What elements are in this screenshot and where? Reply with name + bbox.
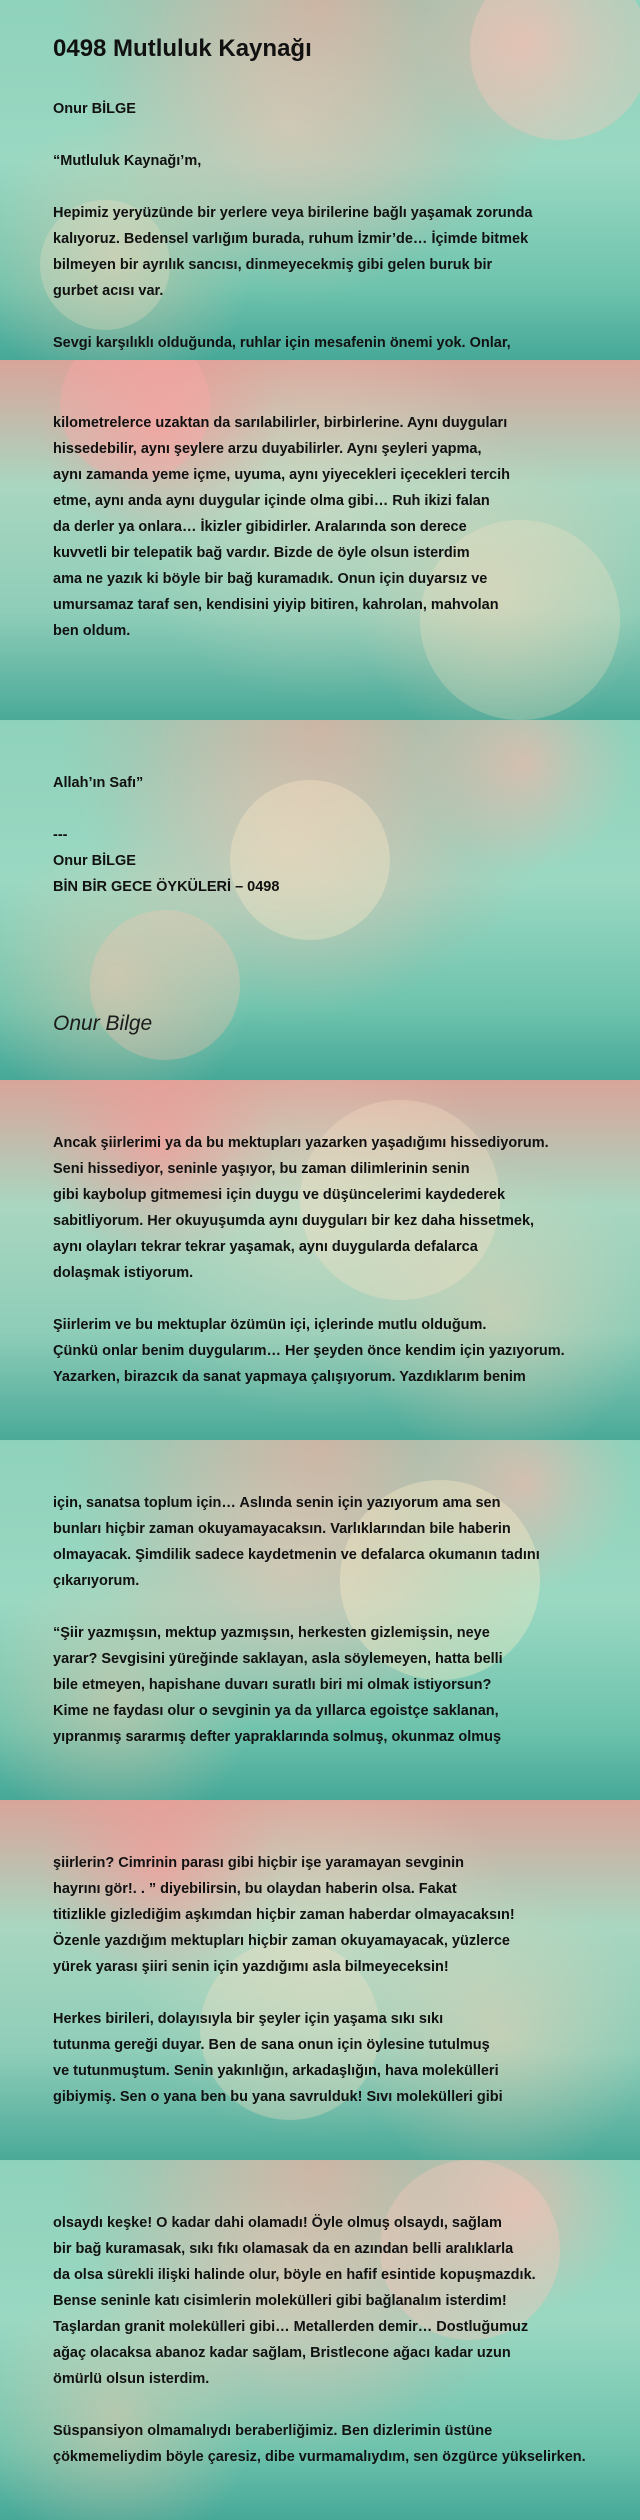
panel-text: Allah’ın Safı” --- Onur BİLGE BİN BİR GECE ÖYKÜLERİ – 0498 (53, 775, 280, 895)
panel-1-content (53, 8, 640, 360)
image-panel-7 (0, 2160, 640, 2520)
panel-text: Ancak şiirlerimi ya da bu mektupları yazarken yaşadığımı hissediyorum. Seni hissediyor, seninle yaşıyor, bu zaman dilimlerinin senin gibi kaybolup gitmemesi için duygu ve düşüncelerimi kaydederek sabitliyorum. Her okuyuşumda aynı duyguları bir kez daha hissetmek, aynı olayları tekrar tekrar yaşamak, aynı duygularda defalarca dolaşmak istiyorum. Şiirlerim ve bu mektuplar özümün içi, içlerinde mutlu olduğum. Çünkü onlar benim duygularım… Her şeyden önce kendim için yazıyorum. Yazarken, birazcık da sanat yapmaya çalışıyorum. Yazdıklarım benim (53, 1135, 565, 1385)
image-panel-4 (0, 1080, 640, 1440)
image-panel-3 (0, 720, 640, 1080)
author-signature: Onur Bilge (53, 1012, 153, 1035)
panel-text: kilometrelerce uzaktan da sarılabilirler, birbirlerine. Aynı duyguları hissedebilir, aynı şeylere arzu duyabilirler. Aynı şeyleri yapma, aynı zamanda yeme içme, uyuma, aynı yiyecekleri içecekleri tercih etme, aynı anda aynı duygular içinde olma gibi… Ruh ikizi falan da derler ya onlara… İkizler gibidirler. Aralarında son derece kuvvetli bir telepatik bağ vardır. Bizde de öyle olsun isterdim ama ne yazık ki böyle bir bağ kuramadık. Onun için duyarsız ve umursamaz taraf sen, kendisini yiyip bitiren, kahrolan, mahvolan ben oldum. (53, 415, 511, 639)
panel-text: olsaydı keşke! O kadar dahi olamadı! Öyle olmuş olsaydı, sağlam bir bağ kuramasak, sıkı fıkı olamasak da en azından belli aralıklarla da olsa sürekli ilişki halinde olur, böyle en hafif esintide kopuşmazdık. Bense seninle katı cisimlerin molekülleri gibi bağlanalım isterdim! Taşlardan granit molekülleri gibi… Metallerden demir… Dostluğumuz ağaç olacaksa abanoz kadar sağlam, Bristlecone ağacı kadar uzun ömürlü olsun isterdim. Süspansiyon olmamalıydı beraberliğimiz. Ben dizlerimin üstüne çökmemeliydim böyle çaresiz, dibe vurmamalıydım, sen özgürce yükselirken. (53, 2215, 586, 2465)
panel-text: Onur BİLGE “Mutluluk Kaynağı’m, Hepimiz yeryüzünde bir yerlere veya birilerine bağlı yaşamak zorunda kalıyoruz. Bedensel varlığım burada, ruhum İzmir’de… İçimde bitmek bilmeyen bir ayrılık sancısı, dinmeyecekmiş gibi gelen buruk bir gurbet acısı var. Sevgi karşılıklı olduğunda, ruhlar için mesafenin önemi yok. Onlar, (53, 101, 533, 351)
bokeh-light (90, 910, 240, 1060)
panel-text: için, sanatsa toplum için… Aslında senin için yazıyorum ama sen bunları hiçbir zaman okuyamayacaksın. Varlıklarından bile haberin olmayacak. Şimdilik sadece kaydetmenin ve defalarca okumanın tadını çıkarıyorum. “Şiir yazmışsın, mektup yazmışsın, herkesten gizlemişsin, neye yarar? Sevgisini yüreğinde saklayan, asla söylemeyen, hatta belli bile etmeyen, hapishane duvarı suratlı biri mi olmak istiyorsun? Kime ne faydası olur o sevginin ya da yıllarca egoistçe saklanan, yıpranmış sararmış defter yapraklarında solmuş, okunmaz olmuş (53, 1495, 540, 1745)
image-panel-2 (0, 360, 640, 720)
image-panel-6 (0, 1800, 640, 2160)
image-panel-1 (0, 0, 640, 360)
image-panel-5 (0, 1440, 640, 1800)
panel-text: şiirlerin? Cimrinin parası gibi hiçbir işe yaramayan sevginin hayrını gör!. . ” diyebilirsin, bu olaydan haberin olsa. Fakat titizlikle gizlediğim aşkımdan hiçbir zaman haberdar olmayacaksın! Özenle yazdığım mektupları hiçbir zaman okuyamayacak, yüzlerce yürek yarası şiiri senin için yazdığımı asla bilmeyeceksin! Herkes birileri, dolayısıyla bir şeyler için yaşama sıkı sıkı tutunma gereği duyar. Ben de sana onun için öylesine tutulmuş ve tutunmuştum. Senin yakınlığın, arkadaşlığın, hava molekülleri gibiymiş. Sen o yana ben bu yana savrulduk! Sıvı molekülleri gibi (53, 1855, 515, 2105)
page-title: 0498 Mutluluk Kaynağı (53, 35, 312, 62)
